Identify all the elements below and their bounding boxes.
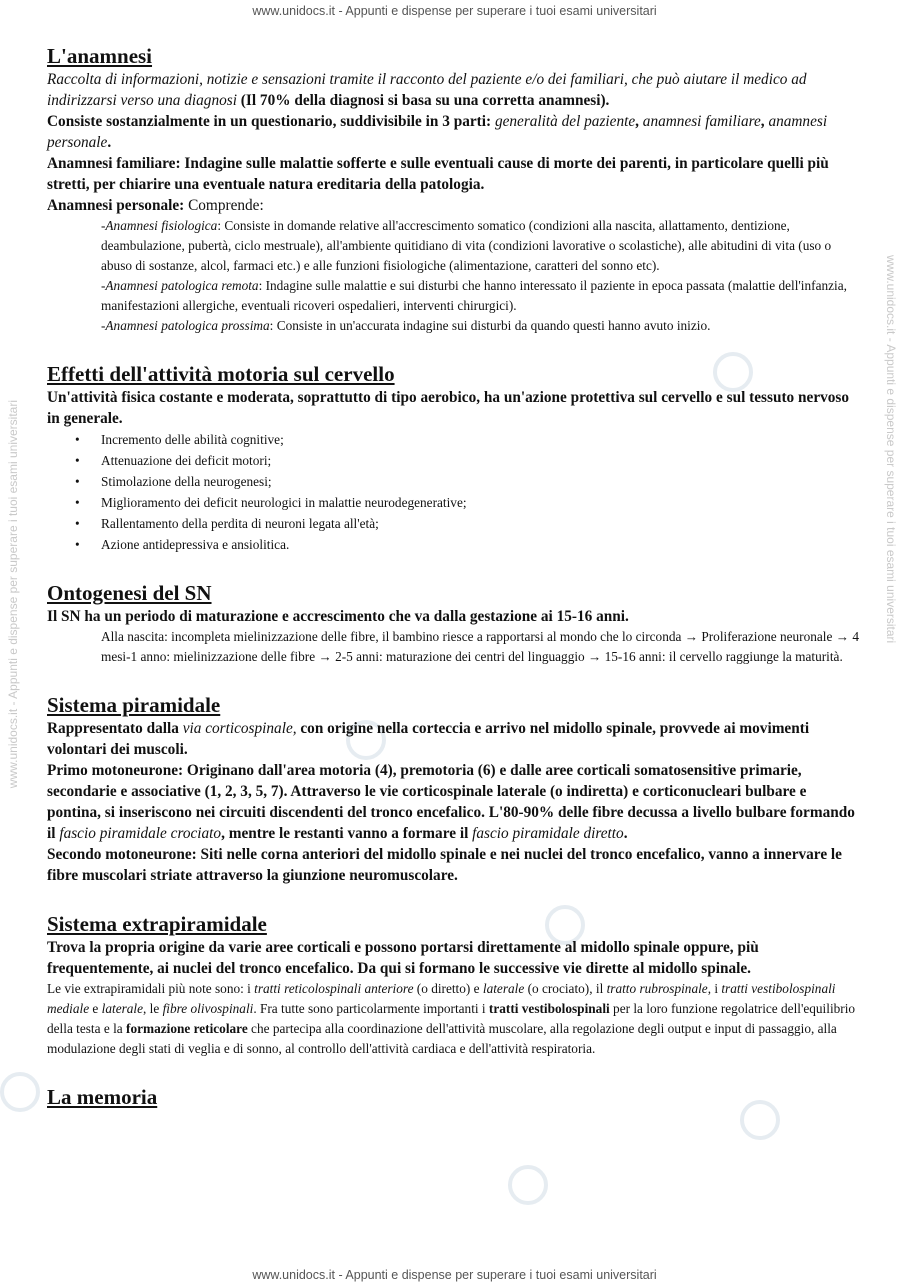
list-item: • Miglioramento dei deficit neurologici in malattie neurodegenerative;	[101, 492, 862, 513]
section-anamnesi	[47, 44, 862, 336]
document-body	[47, 44, 862, 1110]
section-title: La memoria	[47, 1085, 158, 1109]
ontogenesi-intro: Il SN ha un periodo di maturazione e accrescimento che va dalla gestazione ai 15-16 anni.	[47, 608, 629, 625]
watermark-bottom: www.unidocs.it - Appunti e dispense per superare i tuoi esami universitari	[252, 1268, 657, 1282]
effetti-list	[47, 429, 862, 555]
watermark-side-right: www.unidocs.it - Appunti e dispense per superare i tuoi esami universitari	[884, 255, 898, 644]
anamnesi-fisiologica: -Anamnesi fisiologica: Consiste in domande relative all'accrescimento somatico (condizioni alla nascita, allattamento, dentizione, deambulazione, pubertà, ciclo mestruale), all'ambiente quitidiano di vita (condizioni lavorative o scolastiche), alle abitudini di vita (uso o abuso di sostanze, alcol, farmaci etc.) e alle funzioni fisiologiche (alimentazione, caratteri del sonno etc).	[101, 218, 832, 273]
section-title: Ontogenesi del SN	[47, 581, 212, 605]
extrapiramidale-vie: Le vie extrapiramidali più note sono: i tratti reticolospinali anteriore (o diretto) e laterale (o crociato), il tratto rubrospinale, i tratti vestibolospinali mediale e laterale, le fibre olivospinali. Fra tutte sono particolarmente importanti i tratti vestibolospinali per la loro funzione regolatrice dell'equilibrio della testa e la formazione reticolare che partecipa alla coordinazione dell'attività muscolare, alla regolazione degli output e input di passaggio, alla modulazione degli stati di veglia e di sonno, al controllo dell'attività cardiaca e dell'attività respiratoria.	[47, 981, 856, 1056]
anamnesi-familiare: Anamnesi familiare: Indagine sulle malattie sofferte e sulle eventuali cause di morte dei parenti, in particolare quelli più stretti, per chiarire una eventuale natura ereditaria della patologia.	[47, 155, 829, 193]
ontogenesi-detail: Alla nascita: incompleta mielinizzazione delle fibre, il bambino riesce a rapportarsi al mondo che lo circonda → Proliferazione neuronale → 4 mesi-1 anno: mielinizzazione delle fibre → 2-5 anni: maturazione dei centri del linguaggio → 15-16 anni: il cervello raggiunge la maturità.	[101, 629, 860, 664]
piramidale-intro: Rappresentato dalla via corticospinale, con origine nella corteccia e arrivo nel midollo spinale, provvede ai movimenti volontari dei muscoli.	[47, 720, 810, 758]
watermark-logo-icon	[508, 1165, 548, 1205]
list-item: • Attenuazione dei deficit motori;	[101, 450, 862, 471]
section-effetti	[47, 362, 862, 555]
section-piramidale	[47, 693, 862, 886]
section-memoria	[47, 1085, 862, 1109]
section-title: Sistema piramidale	[47, 693, 221, 717]
piramidale-secondo: Secondo motoneurone: Siti nelle corna anteriori del midollo spinale e nei nuclei del tronco encefalico, vanno a innervare le fibre muscolari striate attraverso la giunzione neuromuscolare.	[47, 846, 842, 884]
list-item: • Stimolazione della neurogenesi;	[101, 471, 862, 492]
anamnesi-intro: Raccolta di informazioni, notizie e sensazioni tramite il racconto del paziente e/o dei familiari, che può aiutare il medico ad indirizzarsi verso una diagnosi (Il 70% della diagnosi si basa su una corretta anamnesi).	[47, 71, 807, 109]
list-item: • Rallentamento della perdita di neuroni legata all'età;	[101, 513, 862, 534]
section-title: Sistema extrapiramidale	[47, 912, 267, 936]
anamnesi-prossima: -Anamnesi patologica prossima: Consiste in un'accurata indagine sui disturbi da quando questi hanno avuto inizio.	[101, 318, 711, 333]
watermark-side-left: www.unidocs.it - Appunti e dispense per superare i tuoi esami universitari	[6, 400, 20, 789]
section-extrapiramidale	[47, 912, 862, 1059]
anamnesi-remota: -Anamnesi patologica remota: Indagine sulle malattie e sui disturbi che hanno interessato il paziente in epoca passata (malattie dell'infanzia, manifestazioni allergiche, eventuali ricoveri ospedalieri, interventi chirurgici).	[101, 278, 847, 313]
watermark-logo-icon	[0, 1072, 40, 1112]
anamnesi-parts: Consiste sostanzialmente in un questionario, suddivisibile in 3 parti: generalità del paziente, anamnesi familiare, anamnesi personale.	[47, 113, 828, 151]
list-item: • Incremento delle abilità cognitive;	[101, 429, 862, 450]
anamnesi-personale: Anamnesi personale: Comprende:	[47, 197, 264, 214]
section-title: Effetti dell'attività motoria sul cervello	[47, 362, 395, 386]
effetti-intro: Un'attività fisica costante e moderata, soprattutto di tipo aerobico, ha un'azione protettiva sul cervello e sul tessuto nervoso in generale.	[47, 389, 850, 427]
piramidale-primo: Primo motoneurone: Originano dall'area motoria (4), premotoria (6) e dalle aree corticali somatosensitive primarie, secondarie e associative (1, 2, 3, 5, 7). Attraverso le vie corticospinale laterale (o indiretta) e corticonucleari bulbare e pontina, si inseriscono nei circuiti discendenti del tronco encefalico. L'80-90% delle fibre decussa a livello bulbare formando il fascio piramidale crociato, mentre le restanti vanno a formare il fascio piramidale diretto.	[47, 762, 855, 842]
list-item: • Azione antidepressiva e ansiolitica.	[101, 534, 862, 555]
watermark-top: www.unidocs.it - Appunti e dispense per superare i tuoi esami universitari	[252, 4, 657, 18]
extrapiramidale-intro: Trova la propria origine da varie aree corticali e possono portarsi direttamente al midollo spinale oppure, più frequentemente, ai nuclei del tronco encefalico. Da qui si formano le successive vie dirette al midollo spinale.	[47, 939, 759, 977]
section-title: L'anamnesi	[47, 44, 153, 68]
section-ontogenesi	[47, 581, 862, 667]
